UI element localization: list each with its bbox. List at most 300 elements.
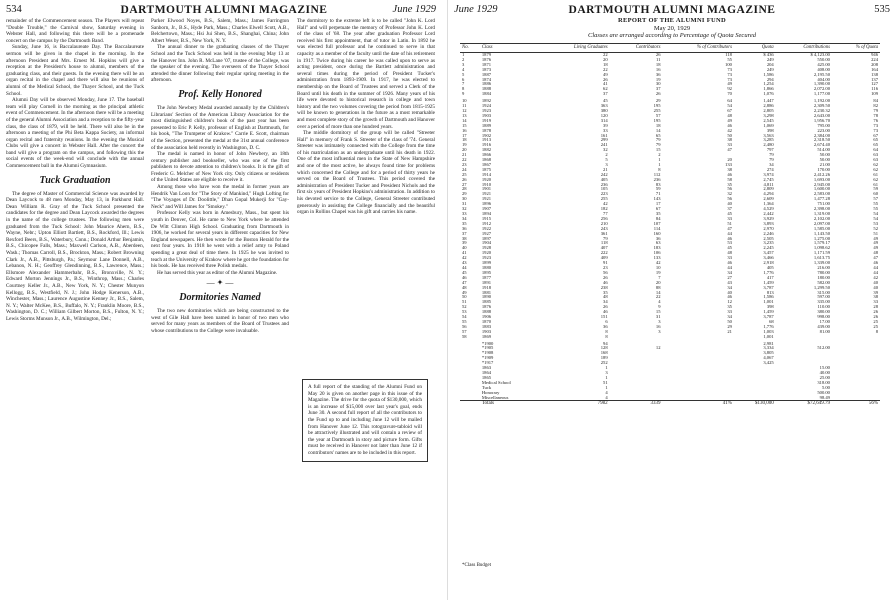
table-cell: 751.00 (817, 201, 830, 207)
table-cell: 11 (656, 56, 661, 62)
table-cell: 26 (462, 176, 467, 182)
table-cell: 1,171.59 (813, 250, 830, 256)
table-cell: 31 (462, 201, 467, 207)
table-cell: 1,069 (763, 122, 774, 128)
table-cell: 2,674.40 (813, 142, 830, 148)
table-cell: 46 (727, 122, 732, 128)
table-cell: 28 (462, 186, 467, 192)
table-cell: 57 (873, 196, 878, 202)
table-cell: 33 (603, 127, 608, 133)
table-cell: 17 (462, 132, 467, 138)
table-cell: 120 (600, 112, 608, 118)
table-cell: 51 (873, 230, 878, 236)
table-cell: 79 (873, 107, 878, 113)
table-cell: 20 (603, 56, 608, 62)
table-cell (460, 340, 480, 347)
paragraph: remainder of the Commencement season. The Players will repeat "Double Trouble," the Carnival show, Saturday evening in Webster Hall, and following this there will be a promenade concert on the campus by the Dartmouth Band. (6, 18, 144, 44)
table-cell: 405 (766, 264, 774, 270)
table-cell: 1879 (481, 52, 492, 57)
table-cell: 4 (658, 299, 661, 305)
table-cell: 1882 (481, 147, 492, 153)
table-cell: 1863 (481, 365, 492, 371)
table-cell: 52 (462, 304, 467, 310)
table-cell: 1903 (481, 328, 492, 334)
table-cell: 48 (603, 294, 608, 300)
table-cell: 118 (725, 52, 732, 57)
table-cell: 137 (871, 76, 878, 82)
table-cell: 210 (600, 220, 608, 226)
column-header: % of Quota (832, 44, 880, 53)
table-cell: 78 (873, 112, 878, 118)
table-cell: 27 (727, 274, 732, 280)
column-header: Quota (734, 44, 776, 53)
table-cell: 58 (727, 176, 732, 182)
table-cell: 1923 (481, 255, 492, 261)
column-header: Class (480, 44, 541, 53)
table-cell: 1878 (481, 127, 492, 133)
table-cell: 46 (873, 260, 878, 266)
alumni-fund-table (460, 43, 880, 407)
table-cell: 1899 (481, 260, 492, 266)
table-cell: 1901 (481, 186, 492, 192)
table-cell: 3,563 (763, 132, 774, 138)
table-cell: 19 (462, 142, 467, 148)
table-cell: 67 (727, 107, 732, 113)
table-cell: 797 (766, 147, 774, 153)
table-cell: 38 (873, 294, 878, 300)
table-cell: 299 (600, 137, 608, 143)
table-cell: 65 (873, 142, 878, 148)
table-cell: 19 (655, 76, 661, 82)
table-cell: 1870 (481, 318, 492, 324)
class-budget-footnote: *Class Budget (462, 563, 492, 568)
table-cell: 32 (462, 206, 467, 212)
table-cell: 1875 (481, 166, 492, 172)
table-cell: 25 (873, 318, 878, 324)
table-cell: 249 (766, 56, 774, 62)
table-cell: 40 (462, 245, 467, 251)
table-cell: 79 (603, 235, 608, 241)
table-cell: 1924 (481, 103, 492, 109)
table-cell: $130,000 (734, 401, 776, 407)
table-cell: 1874 (481, 76, 492, 82)
table-cell: 1903 (481, 112, 492, 118)
table-cell: 1 (605, 365, 608, 371)
table-cell: 17.00 (819, 318, 830, 324)
table-cell: 1896 (481, 201, 492, 207)
table-cell: 16 (462, 127, 467, 133)
heading-kelly-honored: Prof. Kelly Honored (178, 88, 262, 100)
table-cell: 2,505 (763, 235, 774, 241)
table-cell: 127 (871, 81, 878, 87)
table-cell: 813 (766, 289, 774, 295)
table-cell: *1909 (481, 355, 494, 361)
table-cell: 63 (655, 240, 661, 246)
table-cell: 514.00 (817, 147, 830, 153)
table-cell: 3,466 (763, 255, 774, 261)
table-cell: 1887 (481, 71, 492, 77)
paragraph: The two new dormitories which are being constructed to the west of Gile Hall have been named in honor of two men who served for many years as members of the Board of Trustees and whose contributions to the College were invaluable. (151, 307, 289, 334)
table-cell: 182 (600, 206, 608, 212)
table-cell: 77 (603, 211, 608, 216)
table-cell: 46 (727, 294, 732, 300)
table-cell: 22 (462, 157, 467, 163)
table-cell: 249 (766, 66, 774, 72)
table-cell: 4 (605, 389, 608, 395)
table-cell: 79 (655, 137, 661, 143)
table-cell: 106 (653, 250, 661, 256)
table-cell: 36 (655, 71, 661, 77)
table-cell: 55 (873, 206, 878, 212)
table-cell: 1,585.00 (813, 225, 830, 231)
table-cell: 105 (600, 186, 608, 192)
table-cell: 1,390.00 (813, 81, 830, 87)
table-cell: 8 (605, 333, 608, 339)
table-cell: *1917 (481, 360, 494, 366)
table-cell: 43 (462, 260, 467, 266)
left-page-number: 534 (6, 4, 22, 15)
table-cell: 30 (462, 196, 467, 202)
left-magazine-title: DARTMOUTH ALUMNI MAGAZINE (120, 4, 328, 16)
heading-dormitories-named: Dormitories Named (179, 291, 261, 303)
table-cell: 407 (600, 245, 608, 251)
table-cell: 14 (655, 127, 661, 133)
table-cell: 222 (600, 250, 608, 256)
table-cell: 76 (873, 117, 878, 123)
table-cell: 8 (658, 166, 661, 172)
table-cell: 1919 (481, 117, 492, 123)
table-cell: 64 (873, 147, 878, 153)
table-cell: 33 (873, 299, 878, 305)
table-cell: 56 (727, 186, 732, 192)
table-cell: 42 (603, 201, 608, 207)
table-cell: 3,929 (763, 215, 774, 221)
table-cell: 2,072.00 (813, 86, 830, 92)
table-cell: 274 (766, 166, 774, 172)
table-cell: 2,809 (763, 186, 774, 192)
table-cell: 1,600.00 (813, 186, 830, 192)
table-cell: 29 (727, 323, 732, 329)
table-cell: 2 (462, 56, 465, 62)
table-cell: 46 (603, 279, 608, 285)
table-cell: 1864 (481, 370, 492, 375)
table-cell: 35 (727, 181, 732, 187)
table-cell: 1,613.75 (813, 255, 830, 261)
table-cell: 128 (600, 345, 608, 351)
table-cell: 54 (873, 215, 878, 221)
table-cell: 1918 (481, 284, 492, 290)
table-cell: 51 (727, 220, 732, 226)
table-cell: 53 (462, 309, 467, 315)
table-cell: 318.00 (817, 379, 830, 385)
table-cell: 2,609 (763, 196, 774, 202)
right-magazine-title: DARTMOUTH ALUMNI MAGAZINE (568, 4, 776, 16)
table-cell: 40.00 (819, 370, 830, 375)
table-cell: 3,805 (763, 350, 774, 356)
table-cell: 112 (653, 171, 661, 177)
table-cell: 38 (462, 235, 467, 241)
table-cell: 59 (873, 186, 878, 192)
table-cell: 3,298 (763, 112, 774, 118)
table-cell: 3,787 (763, 284, 774, 290)
table-cell: 44 (873, 264, 878, 270)
table-cell: 36 (603, 323, 608, 329)
table-cell: 1873 (481, 66, 492, 72)
table-cell: 46 (727, 171, 732, 177)
table-cell: *1905 (481, 345, 494, 351)
table-cell: 2,309.50 (813, 103, 830, 109)
table-cell (460, 401, 480, 407)
table-cell: 48 (727, 112, 732, 118)
table-cell: 21 (462, 152, 467, 158)
table-cell: 7 (462, 81, 465, 87)
table-cell: 47 (462, 279, 467, 285)
table-cell: 9 (462, 91, 465, 97)
table-cell: 12 (655, 345, 661, 351)
table-cell: 425.00 (817, 61, 830, 67)
table-cell: 1871 (481, 61, 492, 67)
table-cell: 404.00 (817, 76, 830, 82)
table-cell: 398 (766, 304, 774, 310)
table-cell: 50 (727, 318, 732, 324)
table-cell: 57 (462, 328, 467, 334)
table-cell: 70 (727, 91, 732, 97)
table-cell: 60 (873, 191, 878, 197)
table-cell: 363 (600, 103, 608, 109)
table-cell: 1,339.00 (813, 260, 830, 266)
right-running-head (454, 4, 890, 18)
table-cell: 361 (600, 230, 608, 236)
table-cell: 1,076 (763, 91, 774, 97)
table-cell: 15 (462, 122, 467, 128)
table-cell: 37 (603, 91, 608, 97)
column-header: % of Contributors (662, 44, 733, 53)
table-cell: 1,776 (763, 323, 774, 329)
table-cell: 2 (605, 152, 608, 158)
table-cell: 1923 (481, 107, 492, 113)
paragraph: Sunday, June 16, is Baccalaureate Day. The Baccalaureate sermon will be given in the chapel in the morning. In the afternoon President and Mrs. Ernest M. Hopkins will give a reception at the President's house to alumni, members of the graduating class, and their guests. In the evening there will be an organ recital in the chapel and there will also be reunions of alumni of the Medical School, the Thayer School, and the Tuck School. (6, 44, 144, 97)
report-date: May 20, 1929 (653, 24, 691, 32)
table-cell: 1881 (481, 289, 492, 295)
table-cell: 19 (655, 269, 661, 275)
table-cell: 33 (727, 255, 732, 261)
table-cell: *1900 (481, 340, 494, 346)
table-cell: *1908 (481, 350, 494, 356)
table-cell: 1,143.50 (813, 230, 830, 236)
table-cell: 18 (655, 61, 661, 67)
table-cell: 2,970 (763, 225, 774, 231)
table-cell: 1885 (481, 299, 492, 305)
table-cell: 3 (658, 318, 661, 324)
table-cell: 48 (462, 284, 467, 290)
table-cell: 180.00 (817, 274, 830, 280)
table-cell: 39 (873, 289, 878, 295)
table-cell: 45 (462, 269, 467, 275)
table-cell: 37 (462, 230, 467, 236)
table-cell: 1,319.00 (813, 211, 830, 216)
table-cell: 45 (727, 245, 732, 251)
table-cell: 49 (727, 81, 732, 87)
table-cell: 1913 (481, 137, 492, 143)
table-cell: 417 (766, 274, 774, 280)
table-cell: 2,545 (763, 117, 774, 123)
table-cell: 15 (655, 147, 661, 153)
table-cell: 2,981 (763, 340, 774, 346)
table-cell: 12 (462, 107, 467, 113)
table-cell: 1904 (481, 240, 492, 246)
table-cell: 2,442 (763, 211, 774, 216)
table-cell: 63 (873, 152, 878, 158)
table-cell: 41% (662, 401, 733, 407)
table-cell: 1884 (481, 91, 492, 97)
table-cell: 55 (727, 56, 732, 62)
table-cell: 238 (600, 284, 608, 290)
table-cell: 2,745 (763, 176, 774, 182)
table-cell: 2,583.00 (813, 191, 830, 197)
table-cell: 252 (600, 360, 608, 366)
table-cell: 26 (655, 91, 661, 97)
table-cell: 1,177.00 (813, 91, 830, 97)
table-cell: 79 (769, 152, 774, 158)
table-cell: 49 (727, 117, 732, 123)
table-cell: 29 (462, 191, 467, 197)
totals-row (460, 401, 880, 407)
table-cell: 2,102.00 (813, 215, 830, 221)
table-cell: 3,285 (763, 137, 774, 143)
table-cell: 25.00 (819, 374, 830, 380)
table-cell: 11 (462, 103, 467, 109)
table-cell: 54 (727, 103, 732, 109)
table-cell: 223.00 (817, 127, 830, 133)
table-cell: 5 (605, 157, 608, 163)
table-cell: 33 (462, 211, 467, 216)
table-cell: 21.00 (819, 161, 830, 167)
table-cell: 1906 (481, 314, 492, 320)
table-cell: 84 (873, 98, 878, 104)
table-cell: 1,776 (763, 269, 774, 275)
table-cell: 13 (462, 112, 467, 118)
table-cell: 91 (603, 260, 608, 266)
table-cell: 61 (873, 181, 878, 187)
report-header (448, 17, 896, 40)
table-cell: 3 (605, 370, 608, 375)
table-cell: 51 (603, 379, 608, 385)
table-cell: 39 (462, 240, 467, 246)
right-page-number: 535 (874, 4, 890, 15)
table-cell: 1,586 (763, 71, 774, 77)
table-cell: 65 (873, 137, 878, 143)
table-cell: 1883 (481, 323, 492, 329)
table-cell: 1888 (481, 309, 492, 315)
table-cell: Totals (480, 401, 541, 407)
table-cell: 151 (600, 314, 608, 320)
table-cell: 44 (727, 230, 732, 236)
table-cell: 2,245 (763, 245, 774, 251)
report-title: REPORT OF THE ALUMNI FUND (618, 17, 726, 24)
table-cell: 380 (600, 107, 608, 113)
table-cell: 32 (603, 147, 608, 153)
table-cell: 1921 (481, 191, 492, 197)
table-cell: 51 (462, 299, 467, 305)
table-cell: 1914 (481, 171, 492, 177)
table-cell: 10 (655, 264, 661, 270)
table-cell: 405 (600, 176, 608, 182)
table-cell: 33 (727, 142, 732, 148)
table-cell: 38 (727, 166, 732, 172)
table-cell: 216.00 (817, 264, 830, 270)
table-cell: 160 (653, 230, 661, 236)
table-cell: 2,246 (763, 230, 774, 236)
left-column-3 (297, 18, 435, 216)
table-cell: 1867 (481, 161, 492, 167)
table-cell: 62 (873, 166, 878, 172)
table-cell: 1,001 (763, 299, 774, 305)
table-cell: 795.00 (817, 122, 830, 128)
table-cell: 1 (605, 374, 608, 380)
left-column-1 (6, 18, 144, 323)
table-cell: 33 (727, 309, 732, 315)
table-cell: 1910 (481, 181, 492, 187)
paragraph: The middle dormitory of the group will be called "Streeter Hall" in memory of Frank S. Streeter of the class of '74. General Streeter was intimately connected with the College from the time of his matriculation as an undergraduate until his death in 1922. One of the most influential men in the State of New Hampshire and one of the most active, he always found time for problems which concerned the College and for a period of thirty years he served on the Board of Trustees. This period covered the administration of President Tucker and President Nichols and the first six years of President Hopkins's administration. In addition to his devoted service to the College, General Streeter contributed generously in assisting the College financially and the beautiful organ in Rollins Chapel was his gift and carries his name. (297, 130, 435, 216)
table-cell: 241 (600, 142, 608, 148)
table-cell: 109 (871, 91, 878, 97)
table-cell: 5 (462, 71, 465, 77)
table-cell: 64 (727, 98, 732, 104)
table-cell: 1889 (481, 122, 492, 128)
table-cell: 1,459 (763, 279, 774, 285)
table-cell: 116 (871, 86, 878, 92)
table-cell: 409 (600, 255, 608, 261)
table-cell: 256 (600, 215, 608, 221)
paragraph: The John Newbery Medal awarded annually by the Children's Librarians' Section of the American Library Association for the most distinguished children's book of the past year has been presented to Eric P. Kelly, professor of English at Dartmouth, for his book, "The Trumpeter of Krakow." Carrie E. Scott, chairman of the Section, presented the medal at the 31st annual conference of the association held recently in Washington, D. C. (151, 104, 289, 151)
heading-tuck-graduation: Tuck Graduation (39, 174, 111, 186)
report-subtitle: Classes are arranged according to Percentage of Quota Secured (587, 32, 756, 39)
paragraph: The medal is named in honor of John Newbery, an 18th century publisher and bookseller, who was one of the first publishers to devote attention to children's books. It is the gift of Frederic G. Melcher of New York city. Only citizens or residents of the United States are eligible to receive it. (151, 151, 289, 184)
table-cell: 67 (873, 132, 878, 138)
table-cell: 4,529 (763, 206, 774, 212)
table-cell: 40 (727, 289, 732, 295)
table-cell: 50.00 (819, 152, 830, 158)
table-cell: 1,299.50 (813, 284, 830, 290)
table-cell: 1894 (481, 211, 492, 216)
column-header: Contributions (776, 44, 832, 53)
table-cell: 9 (658, 304, 661, 310)
table-cell: 380.00 (817, 309, 830, 315)
left-column-2 (151, 18, 289, 334)
table-cell: 1,254 (763, 81, 774, 87)
table-cell: 59 (655, 186, 661, 192)
table-cell: 1868 (481, 157, 492, 163)
table-cell: 2,918 (763, 260, 774, 266)
table-cell: 1 (462, 52, 465, 57)
table-cell: 3,235 (763, 240, 774, 246)
table-cell: 1915 (481, 215, 492, 221)
table-cell: 24 (462, 166, 467, 172)
table-cell: 118 (600, 240, 608, 246)
table-cell: 53 (727, 240, 732, 246)
table-cell: 44 (873, 269, 878, 275)
table-cell: 3,974 (763, 171, 774, 177)
table-cell: 1,003 (763, 328, 774, 334)
table-cell: 8 (875, 328, 878, 334)
table-cell: 2,643.00 (813, 112, 830, 118)
table-cell: 40 (727, 201, 732, 207)
table-cell: 44 (727, 264, 732, 270)
table-cell: 398 (766, 127, 774, 133)
table-cell: 1890 (481, 294, 492, 300)
table-cell: 439.00 (817, 323, 830, 329)
left-running-head (6, 4, 442, 18)
